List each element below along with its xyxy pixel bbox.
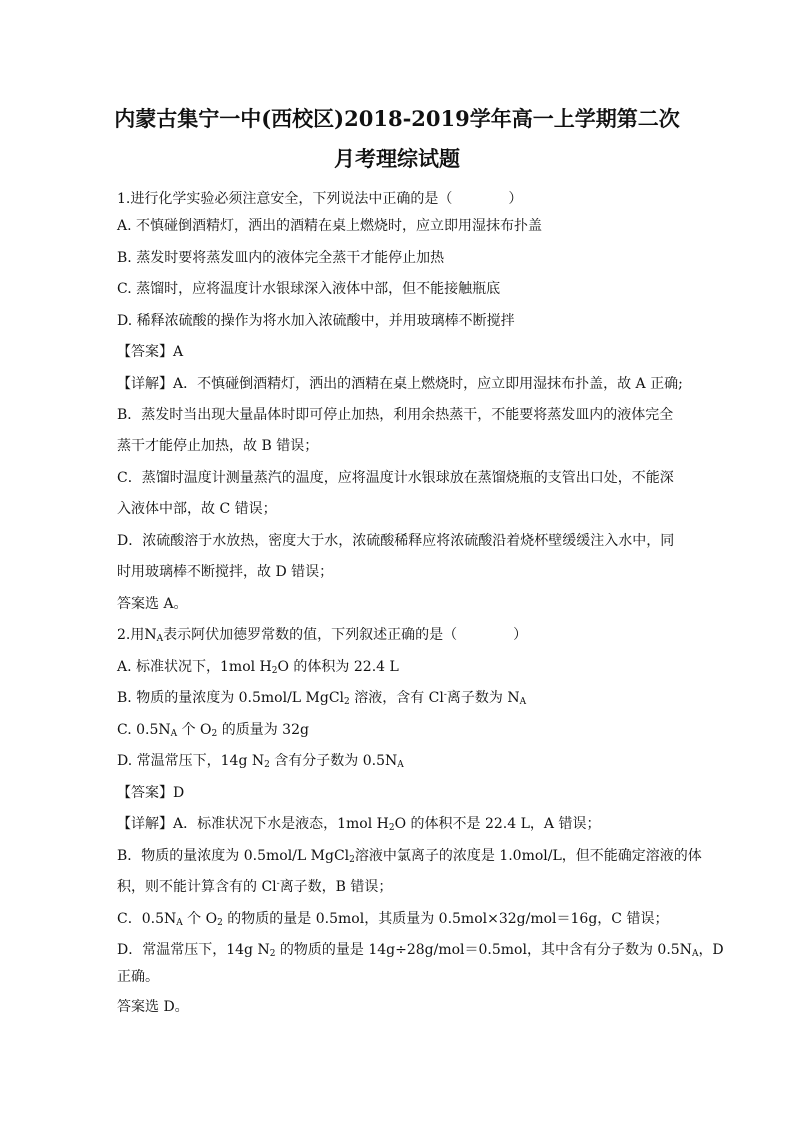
question-2-option-a [117, 660, 399, 676]
question-2-stem-sub: A [156, 634, 164, 644]
q2-exp5-pre: D．常温常压下，14g N [117, 942, 270, 958]
q2-exp5-mid: 的物质的量是 14g÷28g/mol＝0.5mol，其中含有分子数为 0.5N [275, 942, 692, 958]
q2-c-sub: A [170, 729, 178, 739]
question-1-answer: 【答案】A [117, 344, 184, 360]
question-2-stem-na: N [144, 627, 157, 643]
question-1-option-b: B. 蒸发时要将蒸发皿内的液体完全蒸干才能停止加热 [117, 250, 445, 266]
q2-exp2-post: 溶液中氯离子的浓度是 1.0mol/L，但不能确定溶液的体 [354, 848, 702, 864]
q2-d-pre: D. 常温常压下，14g N [117, 753, 265, 769]
q2-exp3-pre: 积，则不能计算含有的 Cl [117, 879, 277, 895]
question-1-explanation-7: 时用玻璃棒不断搅拌，故 D 错误； [117, 564, 334, 580]
q2-exp4-sub: A [176, 918, 183, 928]
question-1-explanation-2: B．蒸发时当出现大量晶体时即可停止加热，利用余热蒸干，不能要将蒸发皿内的液体完全 [117, 407, 674, 423]
q2-c-sub2: 2 [211, 729, 218, 739]
question-2-stem [117, 628, 527, 644]
q2-c-post: 的质量为 32g [217, 722, 309, 738]
q2-d-mid: 含有分子数为 0.5N [269, 753, 398, 769]
q2-d-sub: 2 [264, 760, 270, 770]
question-2-stem-pre: 2.用 [117, 627, 145, 643]
question-1-explanation-1: 【详解】A．不慎碰倒酒精灯，洒出的酒精在桌上燃烧时，应立即用湿抹布扑盖，故 A 正确; [117, 376, 683, 392]
question-2-explanation-3 [117, 880, 392, 894]
q2-c-mid: 个 O [177, 722, 212, 738]
question-1-option-c: C. 蒸馏时，应将温度计水银球深入液体中部，但不能接触瓶底 [117, 281, 501, 297]
q2-b-sub: 2 [344, 697, 350, 707]
q2-b-mid2: 离子数为 N [446, 690, 520, 706]
q2-exp5-sub: 2 [269, 949, 276, 959]
q2-b-sup: - [443, 690, 447, 700]
question-2-explanation-4 [117, 912, 668, 928]
question-1-explanation-6: D．浓硫酸溶于水放热，密度大于水，浓硫酸稀释应将浓硫酸沿着烧杯壁缓缓注入水中，同 [117, 533, 675, 549]
question-1-explanation-3: 蒸干才能停止加热，故 B 错误； [117, 438, 319, 454]
q2-exp2-sub: 2 [349, 855, 355, 865]
question-2-option-c [117, 723, 309, 739]
question-1-explanation-5: 入液体中部，故 C 错误； [117, 501, 277, 517]
q2-exp5-sub2: A [691, 949, 699, 959]
q2-exp2-pre: B．物质的量浓度为 0.5mol/L MgCl [117, 848, 350, 864]
page-title-line-2: 月考理综试题 [334, 146, 460, 171]
q2-exp1-sub: 2 [388, 823, 395, 833]
q2-exp3-post: 离子数，B 错误； [279, 879, 393, 895]
q2-exp4-mid: 个 O [182, 911, 218, 927]
question-1-option-a: A. 不慎碰倒酒精灯，洒出的酒精在桌上燃烧时，应立即用湿抹布扑盖 [117, 218, 543, 234]
q2-exp4-sub2: 2 [217, 918, 223, 928]
q2-exp1-pre: 【详解】A．标准状况下水是液态，1mol H [117, 816, 389, 832]
question-2-conclusion: 答案选 D。 [117, 999, 189, 1015]
page-title-line-1: 内蒙古集宁一中(西校区)2018-2019学年高一上学期第二次 [114, 106, 680, 131]
q2-exp1-post: O 的体积不是 22.4 L，A 错误； [394, 816, 601, 832]
q2-c-pre: C. 0.5N [117, 722, 171, 738]
question-2-explanation-6: 正确。 [117, 969, 159, 985]
q2-exp3-sup: - [276, 879, 280, 889]
q2-exp4-post: 的物质的量是 0.5mol，其质量为 0.5mol×32g/mol＝16g，C 错误； [222, 911, 669, 927]
q2-exp4-pre: C．0.5N [117, 911, 177, 927]
q2-a-pre: A. 标准状况下，1mol H [117, 659, 272, 675]
question-2-stem-post: 表示阿伏加德罗常数的值，下列叙述正确的是（ ） [163, 627, 528, 643]
question-1-option-d: D. 稀释浓硫酸的操作为将水加入浓硫酸中，并用玻璃棒不断搅拌 [117, 313, 515, 329]
question-2-explanation-5 [117, 943, 724, 959]
question-1-conclusion: 答案选 A。 [117, 596, 188, 612]
q2-b-sub2: A [519, 697, 527, 707]
question-1-stem: 1.进行化学实验必须注意安全，下列说法中正确的是（ ） [117, 191, 523, 207]
q2-a-sub: 2 [271, 666, 278, 676]
question-2-explanation-2 [117, 849, 702, 865]
question-1-explanation-4: C．蒸馏时温度计测量蒸汽的温度，应将温度计水银球放在蒸馏烧瓶的支管出口处，不能深 [117, 470, 674, 486]
q2-d-sub2: A [397, 760, 404, 770]
question-2-option-d [117, 754, 404, 770]
q2-a-post: O 的体积为 22.4 L [277, 659, 399, 675]
question-2-explanation-1 [117, 817, 600, 833]
q2-exp5-post: ，D [698, 942, 724, 958]
question-2-option-b [117, 691, 526, 707]
q2-b-pre: B. 物质的量浓度为 0.5mol/L MgCl [117, 690, 345, 706]
q2-b-mid: 溶液，含有 Cl [349, 690, 444, 706]
question-2-answer: 【答案】D [117, 785, 185, 801]
